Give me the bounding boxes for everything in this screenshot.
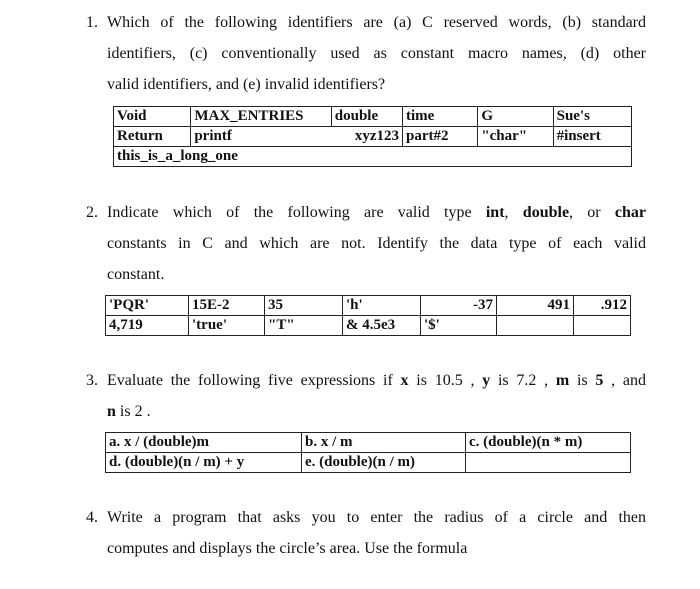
- table-cell: e. (double)(n / m): [302, 453, 466, 473]
- question-3: [86, 365, 646, 427]
- table-cell: Sue's: [553, 107, 631, 127]
- q3-line-1: 3. Evaluate the following five expressions if x is 10.5 , y is 7.2 , m is 5 , and: [86, 365, 646, 396]
- table-cell: 'true': [189, 316, 265, 336]
- q2-line-3: constant.: [107, 266, 165, 283]
- table-row: [114, 127, 632, 147]
- question-4: [86, 502, 646, 564]
- table-cell: 'h': [343, 296, 421, 316]
- table-cell: 35: [265, 296, 343, 316]
- question-2: [86, 197, 646, 290]
- table-cell: #insert: [553, 127, 631, 147]
- q2-number: 2.: [86, 204, 98, 221]
- q1-line-1: 1. Which of the following identifiers are (a) C reserved words, (b) standard: [86, 7, 646, 38]
- table-row: [114, 147, 632, 167]
- q4-line-2: computes and displays the circle’s area. Use the formula: [107, 540, 468, 557]
- table-cell: 15E-2: [189, 296, 265, 316]
- table-cell: c. (double)(n * m): [466, 433, 631, 453]
- table-row: [106, 296, 631, 316]
- q1-line-2: identifiers, (c) conventionally used as constant macro names, (d) other: [107, 45, 646, 62]
- q4-number: 4.: [86, 509, 98, 526]
- table-row: [106, 433, 631, 453]
- q2-line-2: constants in C and which are not. Identify the data type of each valid: [107, 235, 646, 252]
- table-cell: double: [331, 107, 402, 127]
- q2-constant-table: [105, 295, 631, 336]
- table-cell: G: [478, 107, 553, 127]
- table-cell: .912: [574, 296, 631, 316]
- table-cell: d. (double)(n / m) + y: [106, 453, 302, 473]
- table-cell: a. x / (double)m: [106, 433, 302, 453]
- q4-line-1: 4. Write a program that asks you to enter the radius of a circle and then: [86, 502, 646, 533]
- table-cell: this_is_a_long_one: [114, 147, 632, 167]
- table-cell: & 4.5e3: [343, 316, 421, 336]
- table-cell: -37: [421, 296, 497, 316]
- table-cell: time: [403, 107, 478, 127]
- q3-line-2: n is 2 .: [107, 403, 151, 420]
- table-cell: [497, 316, 574, 336]
- table-cell: printf: [191, 127, 331, 147]
- table-cell: MAX_ENTRIES: [191, 107, 331, 127]
- table-cell: '$': [421, 316, 497, 336]
- table-row: [106, 453, 631, 473]
- table-cell: 'PQR': [106, 296, 189, 316]
- table-row: [114, 107, 632, 127]
- q3-expression-table: [105, 432, 631, 473]
- table-cell: part#2: [403, 127, 478, 147]
- table-cell: 491: [497, 296, 574, 316]
- table-cell: [574, 316, 631, 336]
- question-1: [86, 7, 646, 100]
- q2-line-1: 2. Indicate which of the following are valid type int, double, or char: [86, 197, 646, 228]
- table-cell: b. x / m: [302, 433, 466, 453]
- table-cell: Void: [114, 107, 191, 127]
- q1-number: 1.: [86, 14, 98, 31]
- table-cell: "char": [478, 127, 553, 147]
- table-cell: xyz123: [331, 127, 402, 147]
- table-cell: [466, 453, 631, 473]
- q1-line-3: valid identifiers, and (e) invalid identifiers?: [107, 76, 386, 93]
- table-cell: Return: [114, 127, 191, 147]
- q3-number: 3.: [86, 372, 98, 389]
- table-cell: "T": [265, 316, 343, 336]
- table-row: [106, 316, 631, 336]
- q1-identifier-table: [113, 106, 632, 167]
- table-cell: 4,719: [106, 316, 189, 336]
